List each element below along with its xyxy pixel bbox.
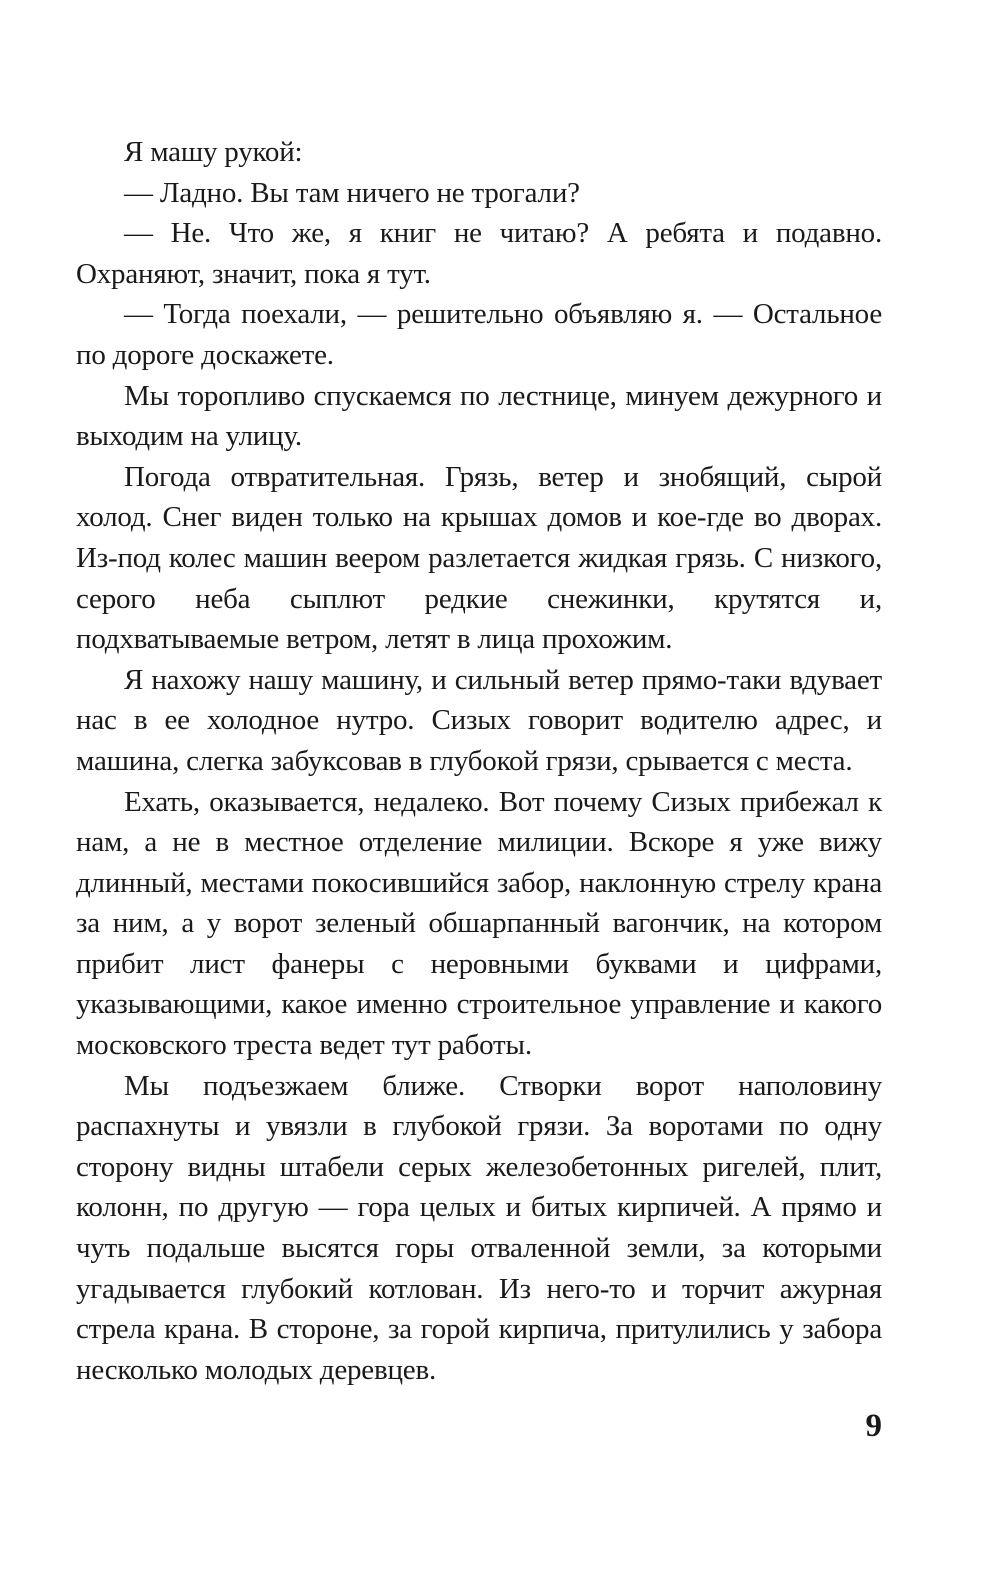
paragraph-9: Мы подъезжаем ближе. Створки ворот наполовину распахнуты и увязли в глубокой грязи. За воротами по одну сторону видны штабели серых железобетонных ригелей, плит, колонн, по другую — гора целых и битых кирпичей. А прямо и чуть подальше высятся горы отваленной земли, за которыми угадывается глубокий котлован. Из него-то и торчит ажурная стрела крана. В стороне, за горой кирпича, притулились у забора несколько молодых деревцев. <box>76 1069 882 1386</box>
paragraph-6: Погода отвратительная. Грязь, ветер и знобящий, сырой холод. Снег виден только на крышах домов и кое-где во дворах. Из-под колес машин веером разлетается жидкая грязь. С низкого, серого неба сыплют редкие снежинки, крутятся и, подхватываемые ветром, летят в лица прохожим. <box>76 460 882 656</box>
paragraph-3: — Не. Что же, я книг не читаю? А ребята и подавно. Охраняют, значит, пока я тут. <box>76 217 882 290</box>
body-text <box>76 132 882 1390</box>
page-number: 9 <box>865 1408 882 1444</box>
paragraph-2: — Ладно. Вы там ничего не трогали? <box>124 176 580 209</box>
paragraph-7: Я нахожу нашу машину, и сильный ветер прямо-таки вдувает нас в ее холодное нутро. Сизых говорит водителю адрес, и машина, слегка забуксовав в глубокой грязи, срывается с места. <box>76 663 882 777</box>
paragraph-4: — Тогда поехали, — решительно объявляю я. — Остальное по дороге доскажете. <box>76 298 882 371</box>
paragraph-5: Мы торопливо спускаемся по лестнице, минуем дежурного и выходим на улицу. <box>76 379 882 453</box>
paragraph-8: Ехать, оказывается, недалеко. Вот почему Сизых прибежал к нам, а не в местное отделение милиции. Вскоре я уже вижу длинный, местами покосившийся забор, наклонную стрелу крана за ним, а у ворот зеленый обшарпанный вагончик, на котором прибит лист фанеры с неровными буквами и цифрами, указывающими, какое именно строительное управление и какого московского треста ведет тут работы. <box>76 785 882 1062</box>
paragraph-1: Я машу рукой: <box>124 136 303 168</box>
